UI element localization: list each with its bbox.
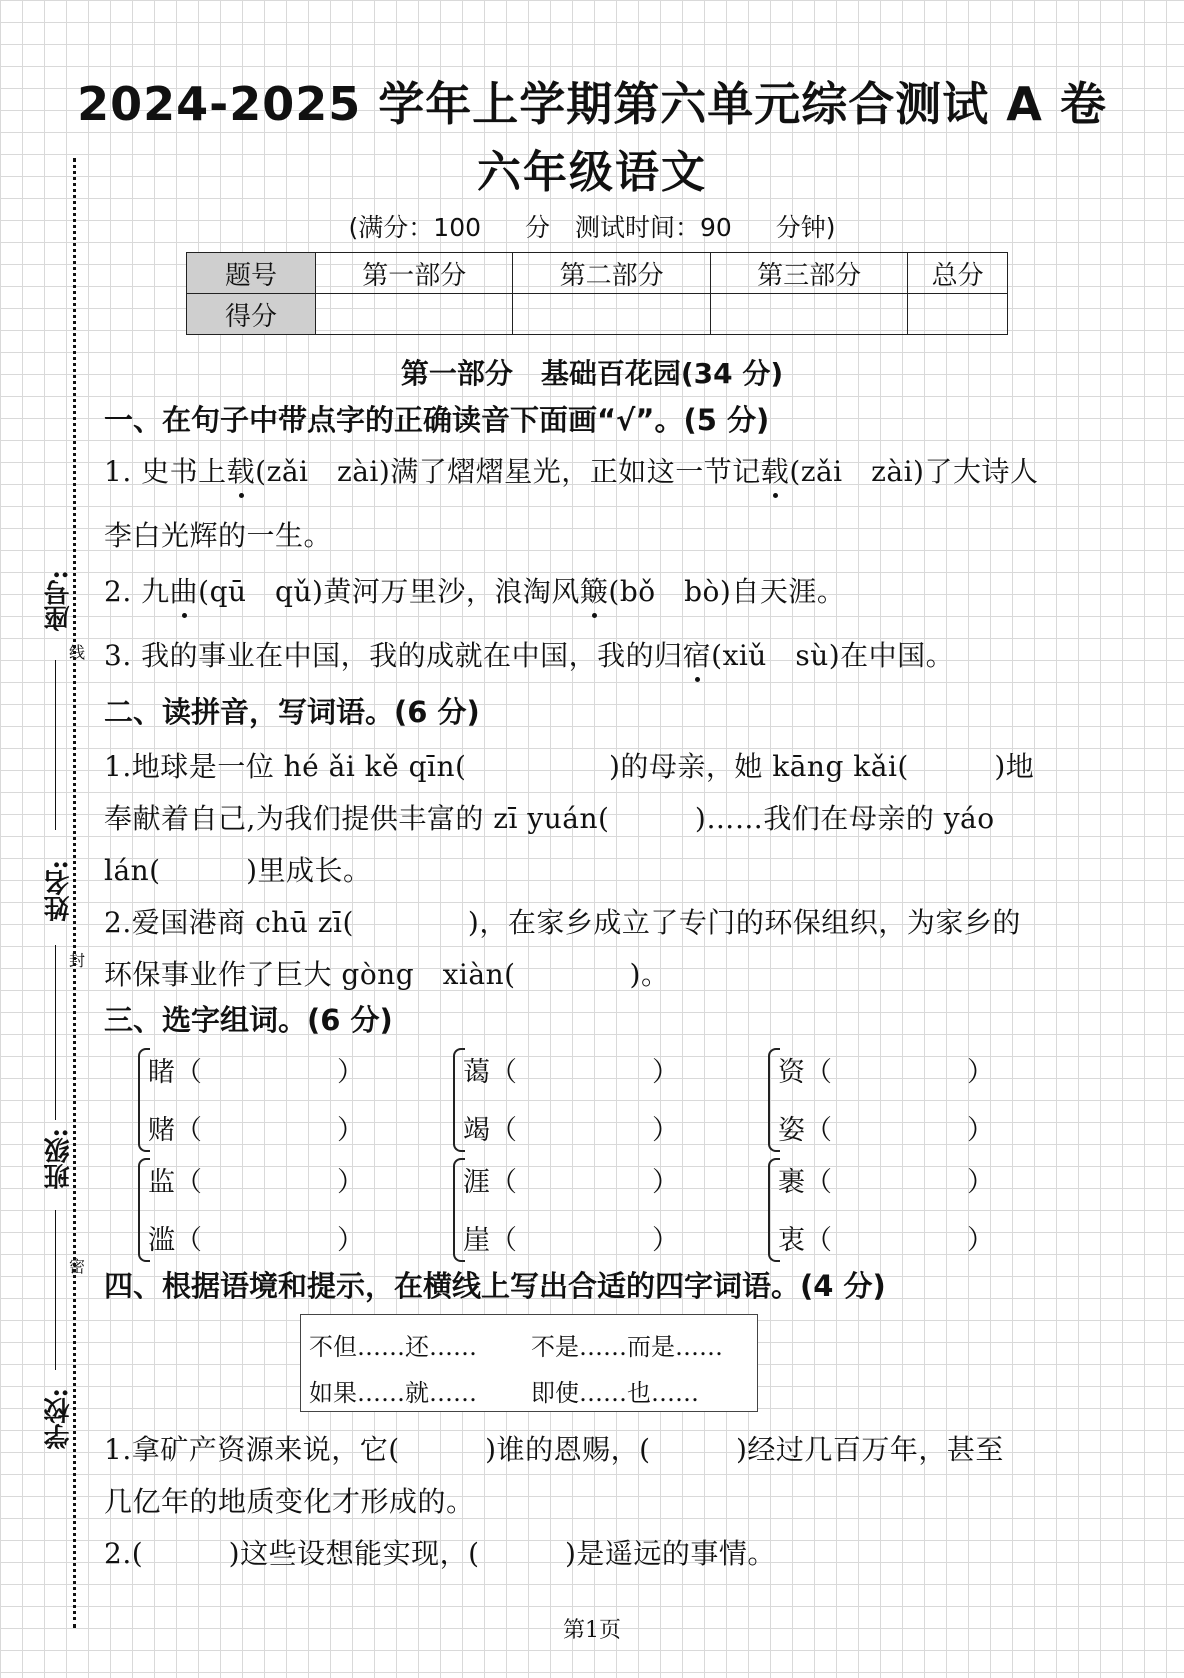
exam-title: 2024-2025 学年上学期第六单元综合测试 A 卷 [77, 77, 1107, 131]
score-header-cell: 总分 [908, 253, 1008, 294]
s1-q2-line: 2. 九曲(qū qǔ)黄河万里沙，浪淘风簸(bǒ bò)自天涯。 [104, 570, 845, 610]
score-blank-cell[interactable] [908, 294, 1008, 335]
section1-heading: 一、在句子中带点字的正确读音下面画“√”。(5 分) [104, 403, 770, 437]
s2-line: lán( )里成长。 [104, 854, 372, 887]
dotted-char: 曲 [170, 570, 199, 610]
section4-heading: 四、根据语境和提示，在横线上写出合适的四字词语。(4 分) [104, 1269, 886, 1303]
dotted-char: 载 [227, 450, 256, 490]
score-header-cell: 第一部分 [316, 253, 513, 294]
s4-line: 2.( )这些设想能实现，( )是遥远的事情。 [104, 1537, 776, 1570]
hint-item: 即使……也…… [531, 1379, 699, 1407]
word-choice-item: 监（ ） [148, 1167, 364, 1198]
score-table [186, 252, 1008, 335]
word-choice-item: 睹（ ） [148, 1057, 364, 1088]
page-number: 第1页 [563, 1618, 621, 1643]
dotted-char: 簸 [580, 570, 609, 610]
s1-q1-cont: 李白光辉的一生。 [104, 519, 333, 552]
part1-title: 第一部分 基础百花园(34 分) [400, 357, 784, 390]
exam-subtitle: 六年级语文 [477, 147, 707, 198]
hint-box [300, 1314, 758, 1412]
name-label: 姓名: [44, 860, 74, 922]
word-choice-item: 蔼（ ） [463, 1057, 679, 1088]
s2-line: 环保事业作了巨大 gòng xiàn( )。 [104, 958, 670, 991]
s2-line: 2.爱国港商 chū zī( )，在家乡成立了专门的环保组织，为家乡的 [104, 906, 1021, 939]
hint-item: 不但……还…… [309, 1333, 477, 1361]
word-choice-item: 崖（ ） [463, 1225, 679, 1256]
word-choice-item: 衷（ ） [778, 1225, 994, 1256]
score-header-cell: 题号 [187, 253, 316, 294]
word-choice-item: 姿（ ） [778, 1115, 994, 1146]
score-blank-cell[interactable] [710, 294, 907, 335]
word-choice-item: 竭（ ） [463, 1115, 679, 1146]
seal-char-xian: 线 [69, 643, 86, 662]
dotted-char: 宿 [683, 634, 712, 674]
word-choice-item: 滥（ ） [148, 1225, 364, 1256]
dotted-char: 载 [761, 450, 790, 490]
s1-q1-line: 1. 史书上载(zǎi zài)满了熠熠星光，正如这一节记载(zǎi zài)了大诗人 [104, 450, 1038, 490]
word-choice-item: 涯（ ） [463, 1167, 679, 1198]
word-choice-item: 裹（ ） [778, 1167, 994, 1198]
word-choice-item: 资（ ） [778, 1057, 994, 1088]
score-header-cell: 第三部分 [710, 253, 907, 294]
s2-line: 1.地球是一位 hé ǎi kě qīn( )的母亲，她 kāng kǎi( )地 [104, 750, 1035, 783]
class-blank-line [55, 1210, 56, 1370]
s2-line: 奉献着自己,为我们提供丰富的 zī yuán( )……我们在母亲的 yáo [104, 802, 995, 835]
score-row-label: 得分 [187, 294, 316, 335]
section2-heading: 二、读拼音，写词语。(6 分) [104, 695, 480, 729]
seal-char-feng: 封 [69, 951, 86, 970]
score-blank-cell[interactable] [513, 294, 710, 335]
s4-line: 1.拿矿产资源来说，它( )谁的恩赐，( )经过几百万年，甚至 [104, 1433, 1004, 1466]
seal-char-mi: 密 [69, 1257, 86, 1276]
s4-line: 几亿年的地质变化才形成的。 [104, 1485, 475, 1518]
word-choice-item: 赌（ ） [148, 1115, 364, 1146]
hint-item: 不是……而是…… [531, 1333, 723, 1361]
seat-blank-line [55, 660, 56, 830]
score-header-cell: 第二部分 [513, 253, 710, 294]
section3-heading: 三、选字组词。(6 分) [104, 1003, 393, 1037]
seat-label: 座号: [44, 570, 74, 632]
s1-q3-line: 3. 我的事业在中国，我的成就在中国，我的归宿(xiǔ sù)在中国。 [104, 634, 954, 674]
exam-meta: (满分：100 分 测试时间：90 分钟) [348, 213, 836, 242]
name-blank-line [55, 945, 56, 1120]
hint-item: 如果……就…… [309, 1379, 477, 1407]
school-label: 学校: [44, 1388, 74, 1450]
score-blank-cell[interactable] [316, 294, 513, 335]
class-label: 班级: [44, 1128, 74, 1190]
